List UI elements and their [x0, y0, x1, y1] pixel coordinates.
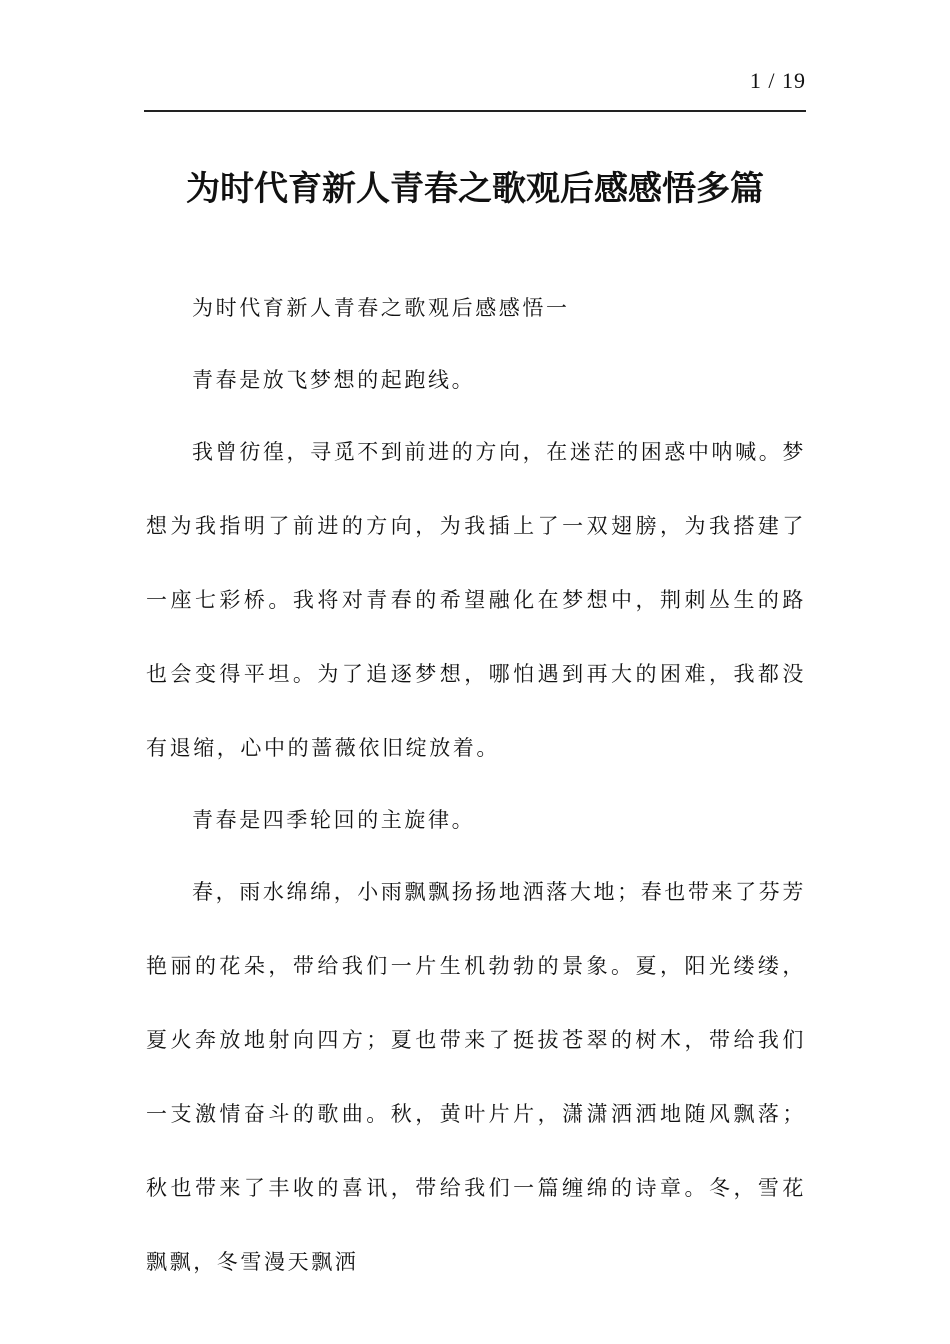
- header-divider: [144, 110, 806, 112]
- paragraph: 春，雨水绵绵，小雨飘飘扬扬地洒落大地；春也带来了芬芳艳丽的花朵，带给我们一片生机勃勃的景象。夏，阳光缕缕，夏火奔放地射向四方；夏也带来了挺拔苍翠的树木，带给我们一支激情奋斗的歌曲。秋，黄叶片片，潇潇洒洒地随风飘落；秋也带来了丰收的喜讯，带给我们一篇缠绵的诗章。冬，雪花飘飘，冬雪漫天飘洒: [146, 880, 806, 1274]
- document-title: 为时代育新人青春之歌观后感感悟多篇: [186, 169, 764, 209]
- paragraph: 青春是四季轮回的主旋律。: [192, 808, 476, 832]
- page-number: 1 / 19: [749, 68, 806, 93]
- section-heading: 为时代育新人青春之歌观后感感悟一: [192, 296, 570, 320]
- paragraph: 青春是放飞梦想的起跑线。: [192, 368, 476, 392]
- paragraph: 我曾彷徨，寻觅不到前进的方向，在迷茫的困惑中呐喊。梦想为我指明了前进的方向，为我插上了一双翅膀，为我搭建了一座七彩桥。我将对青春的希望融化在梦想中，荆刺丛生的路也会变得平坦。为了追逐梦想，哪怕遇到再大的困难，我都没有退缩，心中的蔷薇依旧绽放着。: [146, 440, 806, 760]
- document-body: [146, 290, 806, 1316]
